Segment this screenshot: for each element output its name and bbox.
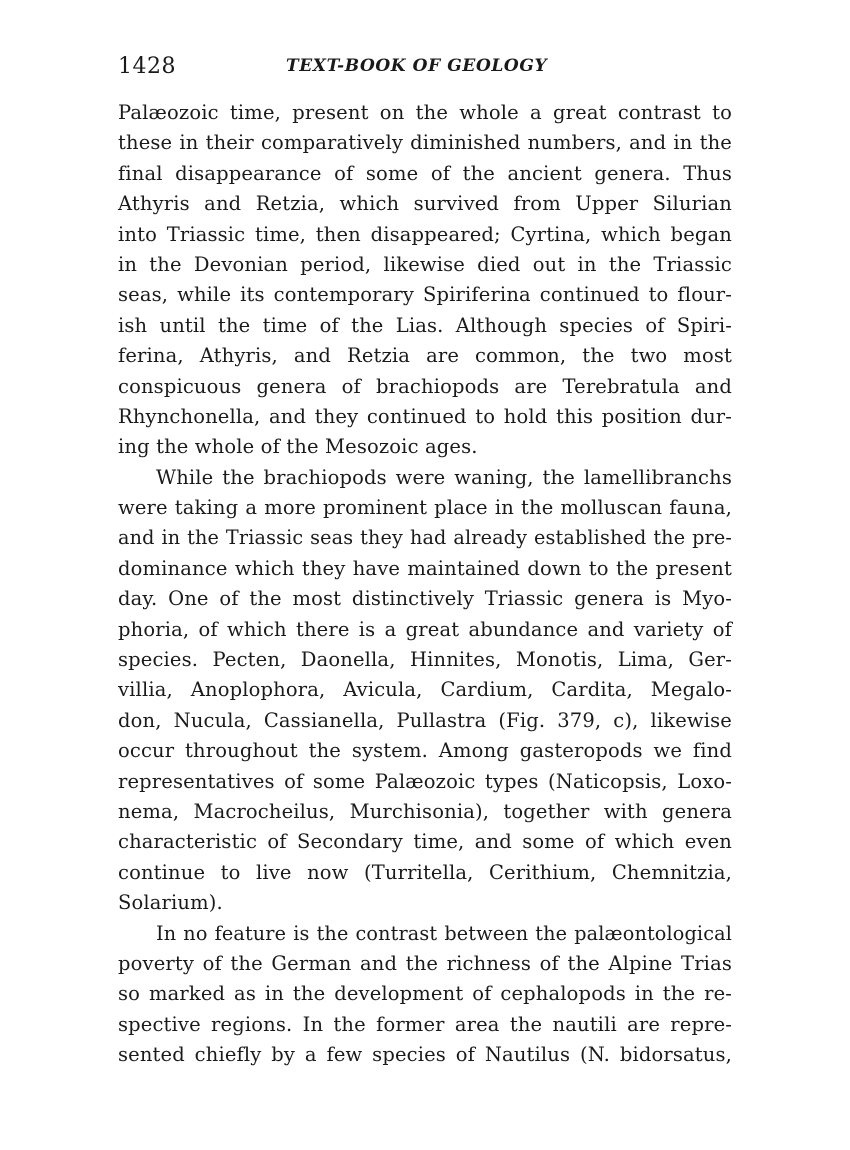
text-line: In no feature is the contrast between the palæontological (156, 921, 732, 945)
text-line: villia, Anoplophora, Avicula, Cardium, Cardita, Megalo- (118, 678, 732, 702)
text-line: spective regions. In the former area the nautili are repre- (118, 1012, 732, 1036)
body-text (118, 98, 732, 1071)
text-line: conspicuous genera of brachiopods are Terebratula and (118, 374, 732, 398)
text-line: While the brachiopods were waning, the lamellibranchs (156, 465, 732, 489)
text-line: species. Pecten, Daonella, Hinnites, Monotis, Lima, Ger- (118, 648, 732, 672)
text-line: Solarium). (118, 891, 223, 915)
paragraph-1 (118, 98, 732, 463)
text-line: into Triassic time, then disappeared; Cyrtina, which began (118, 222, 732, 246)
page-number: 1428 (118, 54, 176, 79)
text-line: ish until the time of the Lias. Although species of Spiri- (118, 313, 732, 337)
text-line: Palæozoic time, present on the whole a great contrast to (118, 101, 732, 124)
text-line: nema, Macrocheilus, Murchisonia), together with genera (118, 799, 732, 823)
text-line: ferina, Athyris, and Retzia are common, the two most (118, 344, 732, 368)
text-line: Rhynchonella, and they continued to hold this position dur- (118, 404, 732, 428)
page-header (118, 54, 730, 88)
paragraph-3 (118, 919, 732, 1071)
text-line: don, Nucula, Cassianella, Pullastra (Fig. 379, c), likewise (118, 708, 732, 732)
text-line: so marked as in the development of cephalopods in the re- (118, 982, 732, 1006)
text-line: were taking a more prominent place in the molluscan fauna, (118, 496, 732, 520)
text-line: poverty of the German and the richness of the Alpine Trias (118, 951, 732, 975)
text-line: continue to live now (Turritella, Cerithium, Chemnitzia, (118, 860, 732, 884)
paragraph-2 (118, 463, 732, 919)
text-line: and in the Triassic seas they had already established the pre- (118, 526, 732, 550)
text-line: ing the whole of the Mesozoic ages. (118, 435, 478, 459)
text-line: day. One of the most distinctively Triassic genera is Myo- (118, 587, 732, 611)
text-line: occur throughout the system. Among gasteropods we find (118, 739, 732, 763)
text-line: Athyris and Retzia, which survived from Upper Silurian (118, 192, 732, 216)
text-line: these in their comparatively diminished numbers, and in the (118, 131, 732, 155)
text-line: in the Devonian period, likewise died out in the Triassic (118, 252, 732, 276)
text-line: dominance which they have maintained down to the present (118, 556, 732, 580)
text-line: phoria, of which there is a great abundance and variety of (118, 617, 732, 641)
text-line: representatives of some Palæozoic types (Naticopsis, Loxo- (118, 769, 732, 793)
text-line: sented chiefly by a few species of Nautilus (N. bidorsatus, (118, 1043, 732, 1067)
text-line: characteristic of Secondary time, and some of which even (118, 830, 732, 854)
running-title: TEXT-BOOK OF GEOLOGY (286, 56, 548, 76)
text-line: final disappearance of some of the ancient genera. Thus (118, 161, 732, 185)
text-line: seas, while its contemporary Spiriferina continued to flour- (118, 283, 732, 307)
